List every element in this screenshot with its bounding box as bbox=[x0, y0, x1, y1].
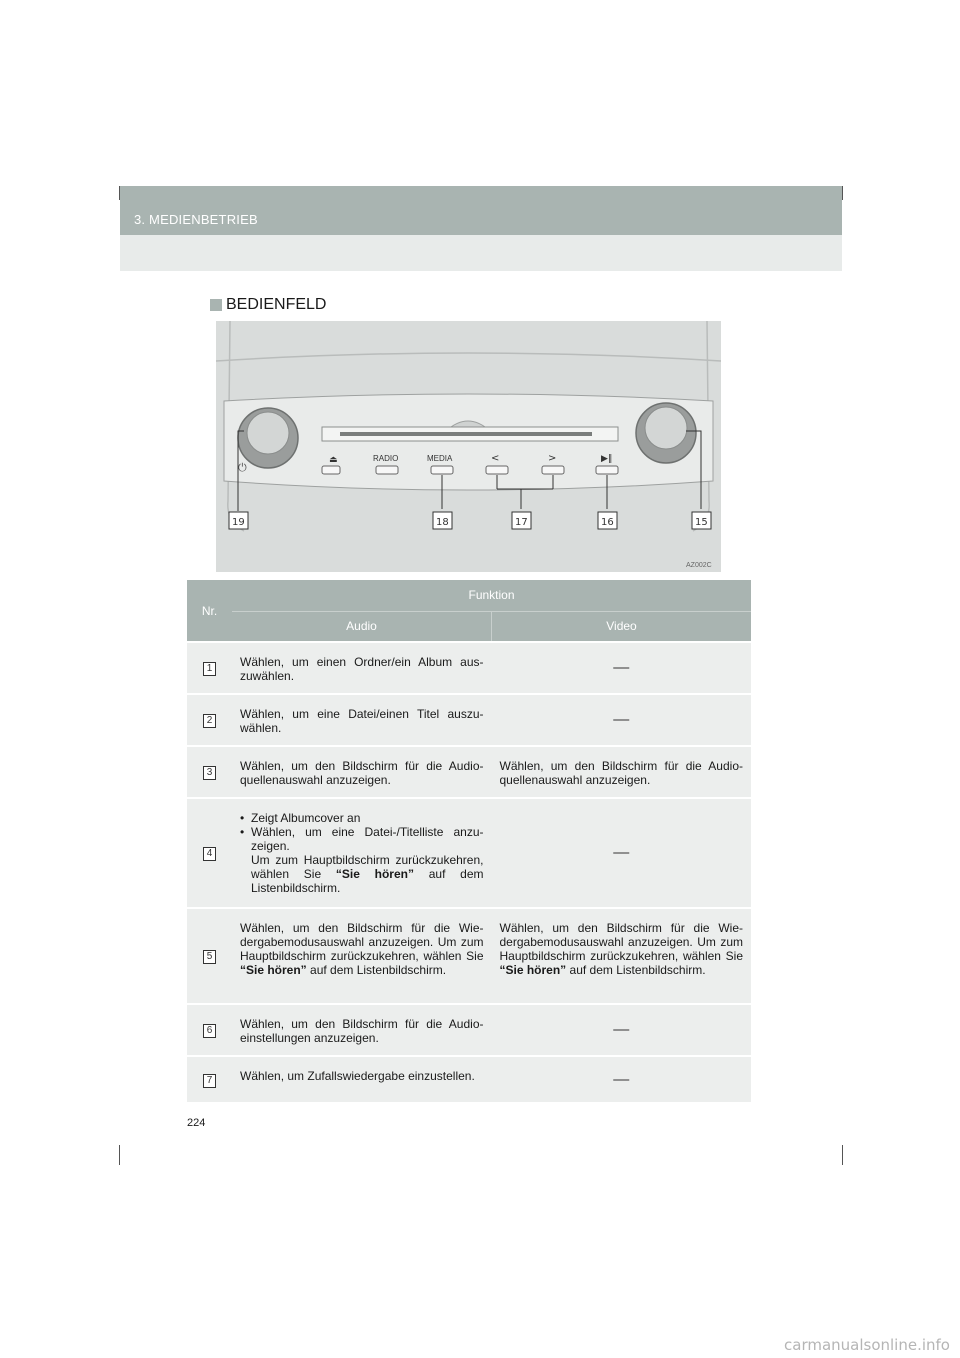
watermark: carmanualsonline.info bbox=[784, 1336, 950, 1354]
section-title: 3. MEDIENBETRIEB bbox=[134, 212, 258, 227]
bullet-item: • Wählen, um eine Datei-/Titelliste anzuzeigen. Um zum Hauptbildschirm zurückzukehren, wählen Sie “Sie hören” auf dem Listenbildschirm. bbox=[240, 825, 484, 895]
crop-mark bbox=[842, 1145, 843, 1165]
row-number: 2 bbox=[203, 714, 216, 728]
header-function: Funktion bbox=[232, 580, 751, 611]
video-cell: Wählen, um den Bildschirm für die Wiedergabemodusauswahl anzuzeigen. Um zum Hauptbildschirm zurückzukehren, wählen Sie “Sie hören” auf dem Listenbildschirm. bbox=[492, 908, 752, 1004]
row-number: 7 bbox=[203, 1074, 216, 1088]
page-number: 224 bbox=[187, 1117, 206, 1129]
video-cell: — bbox=[492, 798, 752, 908]
audio-cell: Wählen, um einen Ordner/ein Album auszuwählen. bbox=[232, 642, 492, 694]
svg-text:>: > bbox=[548, 453, 557, 464]
header-video: Video bbox=[492, 611, 752, 642]
video-cell: — bbox=[492, 642, 752, 694]
audio-cell bbox=[232, 798, 492, 908]
table-row bbox=[187, 1056, 751, 1102]
video-cell: — bbox=[492, 694, 752, 746]
svg-text:<: < bbox=[491, 453, 500, 464]
video-cell: — bbox=[492, 1004, 752, 1056]
header-audio: Audio bbox=[232, 611, 492, 642]
video-cell: Wählen, um den Bildschirm für die Audioquellenauswahl anzuzeigen. bbox=[492, 746, 752, 798]
callout-17: 17 bbox=[515, 517, 528, 528]
row-number: 4 bbox=[203, 847, 216, 861]
bullet-item: • Zeigt Albumcover an bbox=[240, 811, 361, 825]
audio-cell: Wählen, um den Bildschirm für die Audioquellenauswahl anzuzeigen. bbox=[232, 746, 492, 798]
table-row bbox=[187, 908, 751, 1004]
audio-cell: Wählen, um den Bildschirm für die Audioeinstellungen anzuzeigen. bbox=[232, 1004, 492, 1056]
row-number: 6 bbox=[203, 1024, 216, 1038]
video-cell: — bbox=[492, 1056, 752, 1102]
audio-cell: Wählen, um eine Datei/einen Titel auszuwählen. bbox=[232, 694, 492, 746]
audio-cell: Wählen, um den Bildschirm für die Wiedergabemodusauswahl anzuzeigen. Um zum Hauptbildschirm zurückzukehren, wählen Sie “Sie hören” auf dem Listenbildschirm. bbox=[232, 908, 492, 1004]
callout-19: 19 bbox=[232, 517, 245, 528]
row-number: 1 bbox=[203, 662, 216, 676]
media-label: MEDIA bbox=[427, 454, 453, 463]
callout-16: 16 bbox=[601, 517, 614, 528]
function-table bbox=[187, 580, 751, 1102]
heading-square-icon bbox=[210, 299, 222, 311]
callout-15: 15 bbox=[695, 517, 708, 528]
table-row bbox=[187, 694, 751, 746]
svg-text:▶‖: ▶‖ bbox=[601, 454, 613, 464]
control-panel-illustration bbox=[216, 321, 721, 572]
row-number: 3 bbox=[203, 766, 216, 780]
table-row bbox=[187, 642, 751, 694]
header-nr: Nr. bbox=[187, 580, 232, 642]
header-band bbox=[120, 186, 842, 271]
radio-label: RADIO bbox=[373, 454, 399, 463]
svg-text:⏻: ⏻ bbox=[238, 461, 247, 474]
heading-title: BEDIENFELD bbox=[226, 296, 327, 313]
table-row bbox=[187, 1004, 751, 1056]
table-row bbox=[187, 746, 751, 798]
crop-mark bbox=[119, 1145, 120, 1165]
crop-mark bbox=[842, 186, 843, 200]
header-bar bbox=[120, 186, 842, 235]
callout-18: 18 bbox=[436, 517, 449, 528]
svg-text:⏏: ⏏ bbox=[329, 455, 338, 465]
table-row bbox=[187, 798, 751, 908]
image-code: AZ002C bbox=[686, 562, 712, 569]
row-number: 5 bbox=[203, 950, 216, 964]
audio-cell: Wählen, um Zufallswiedergabe einzustellen. bbox=[232, 1056, 492, 1102]
section-heading bbox=[210, 296, 326, 314]
